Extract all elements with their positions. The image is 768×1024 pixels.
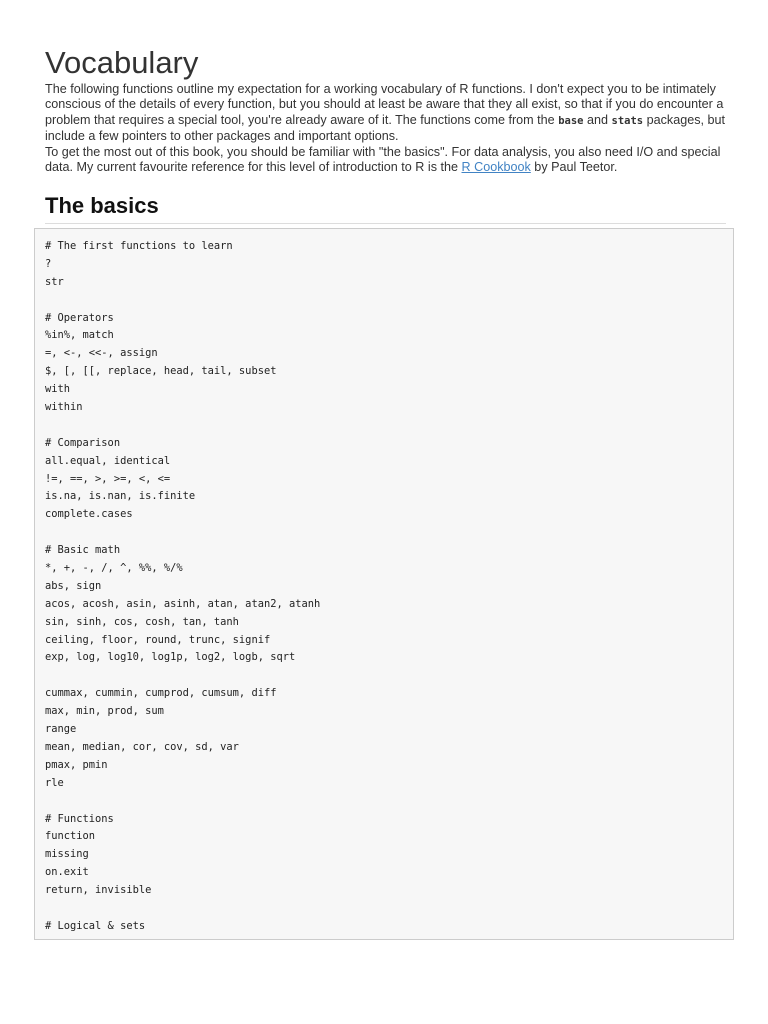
- code-line: =, <-, <<-, assign: [45, 347, 158, 360]
- code-line: max, min, prod, sum: [45, 705, 164, 718]
- intro-text-1: The following functions outline my expectation for a working vocabulary of R functions. I don't expect you to be intimately conscious of the details of every function, but you should at least be aware that they all exist, so that if you do encounter a problem that requires a special tool, you're already aware of it. The functions come from the: [45, 82, 724, 127]
- code-line: is.na, is.nan, is.finite: [45, 490, 196, 503]
- code-line: pmax, pmin: [45, 758, 108, 771]
- code-line: acos, acosh, asin, asinh, atan, atan2, atanh: [45, 597, 321, 610]
- code-line: missing: [45, 848, 89, 861]
- code-line: sin, sinh, cos, cosh, tan, tanh: [45, 615, 239, 628]
- intro-text-2: packages, but include a few pointers to other packages and important options.: [45, 112, 726, 144]
- code-line: range: [45, 723, 77, 736]
- code-base: base: [558, 114, 584, 127]
- code-line: str: [45, 275, 64, 288]
- code-line: [45, 524, 733, 542]
- code-comment-line: # Logical & sets: [45, 919, 146, 932]
- r-cookbook-link[interactable]: R Cookbook: [461, 160, 531, 175]
- code-line: [45, 417, 733, 435]
- code-line: abs, sign: [45, 579, 102, 592]
- page-content: [45, 44, 736, 224]
- code-line: [45, 793, 733, 811]
- code-comment-line: # The first functions to learn: [45, 240, 233, 252]
- code-line: mean, median, cor, cov, sd, var: [45, 740, 239, 753]
- code-line: ?: [45, 257, 52, 270]
- code-content: [35, 229, 733, 936]
- code-line: *, +, -, /, ^, %%, %/%: [45, 562, 183, 575]
- page-title: Vocabulary: [45, 45, 199, 80]
- code-line: function: [45, 830, 96, 843]
- code-line: exp, log, log10, log1p, log2, logb, sqrt: [45, 651, 296, 664]
- code-line: on.exit: [45, 866, 89, 879]
- code-line: ceiling, floor, round, trunc, signif: [45, 633, 271, 646]
- code-line: [45, 900, 733, 918]
- code-line: rle: [45, 776, 64, 789]
- code-comment-line: # Operators: [45, 311, 114, 324]
- code-line: all.equal, identical: [45, 454, 171, 467]
- intro-text-4: by Paul Teetor.: [530, 160, 618, 175]
- intro-text-3: To get the most out of this book, you should be familiar with "the basics". For data analysis, you also need I/O and special data. My current favourite reference for this level of introduction to R is the: [45, 144, 721, 175]
- code-line: complete.cases: [45, 508, 133, 521]
- intro-text-and: and: [583, 112, 612, 127]
- code-stats: stats: [611, 114, 644, 127]
- code-line: with: [45, 383, 71, 396]
- code-line: $, [, [[, replace, head, tail, subset: [45, 365, 277, 378]
- code-line: within: [45, 401, 83, 414]
- section-heading-basics: The basics: [45, 191, 726, 224]
- code-comment-line: # Functions: [45, 812, 114, 825]
- code-line: !=, ==, >, >=, <, <=: [45, 472, 171, 485]
- code-comment-line: # Basic math: [45, 544, 121, 557]
- code-line: [45, 667, 733, 685]
- code-line: [45, 292, 733, 310]
- code-comment-line: # Comparison: [45, 436, 121, 449]
- code-block: [34, 228, 734, 940]
- code-line: return, invisible: [45, 884, 152, 897]
- code-line: cummax, cummin, cumprod, cumsum, diff: [45, 687, 277, 700]
- code-line: %in%, match: [45, 329, 114, 342]
- intro-paragraph: [45, 82, 729, 175]
